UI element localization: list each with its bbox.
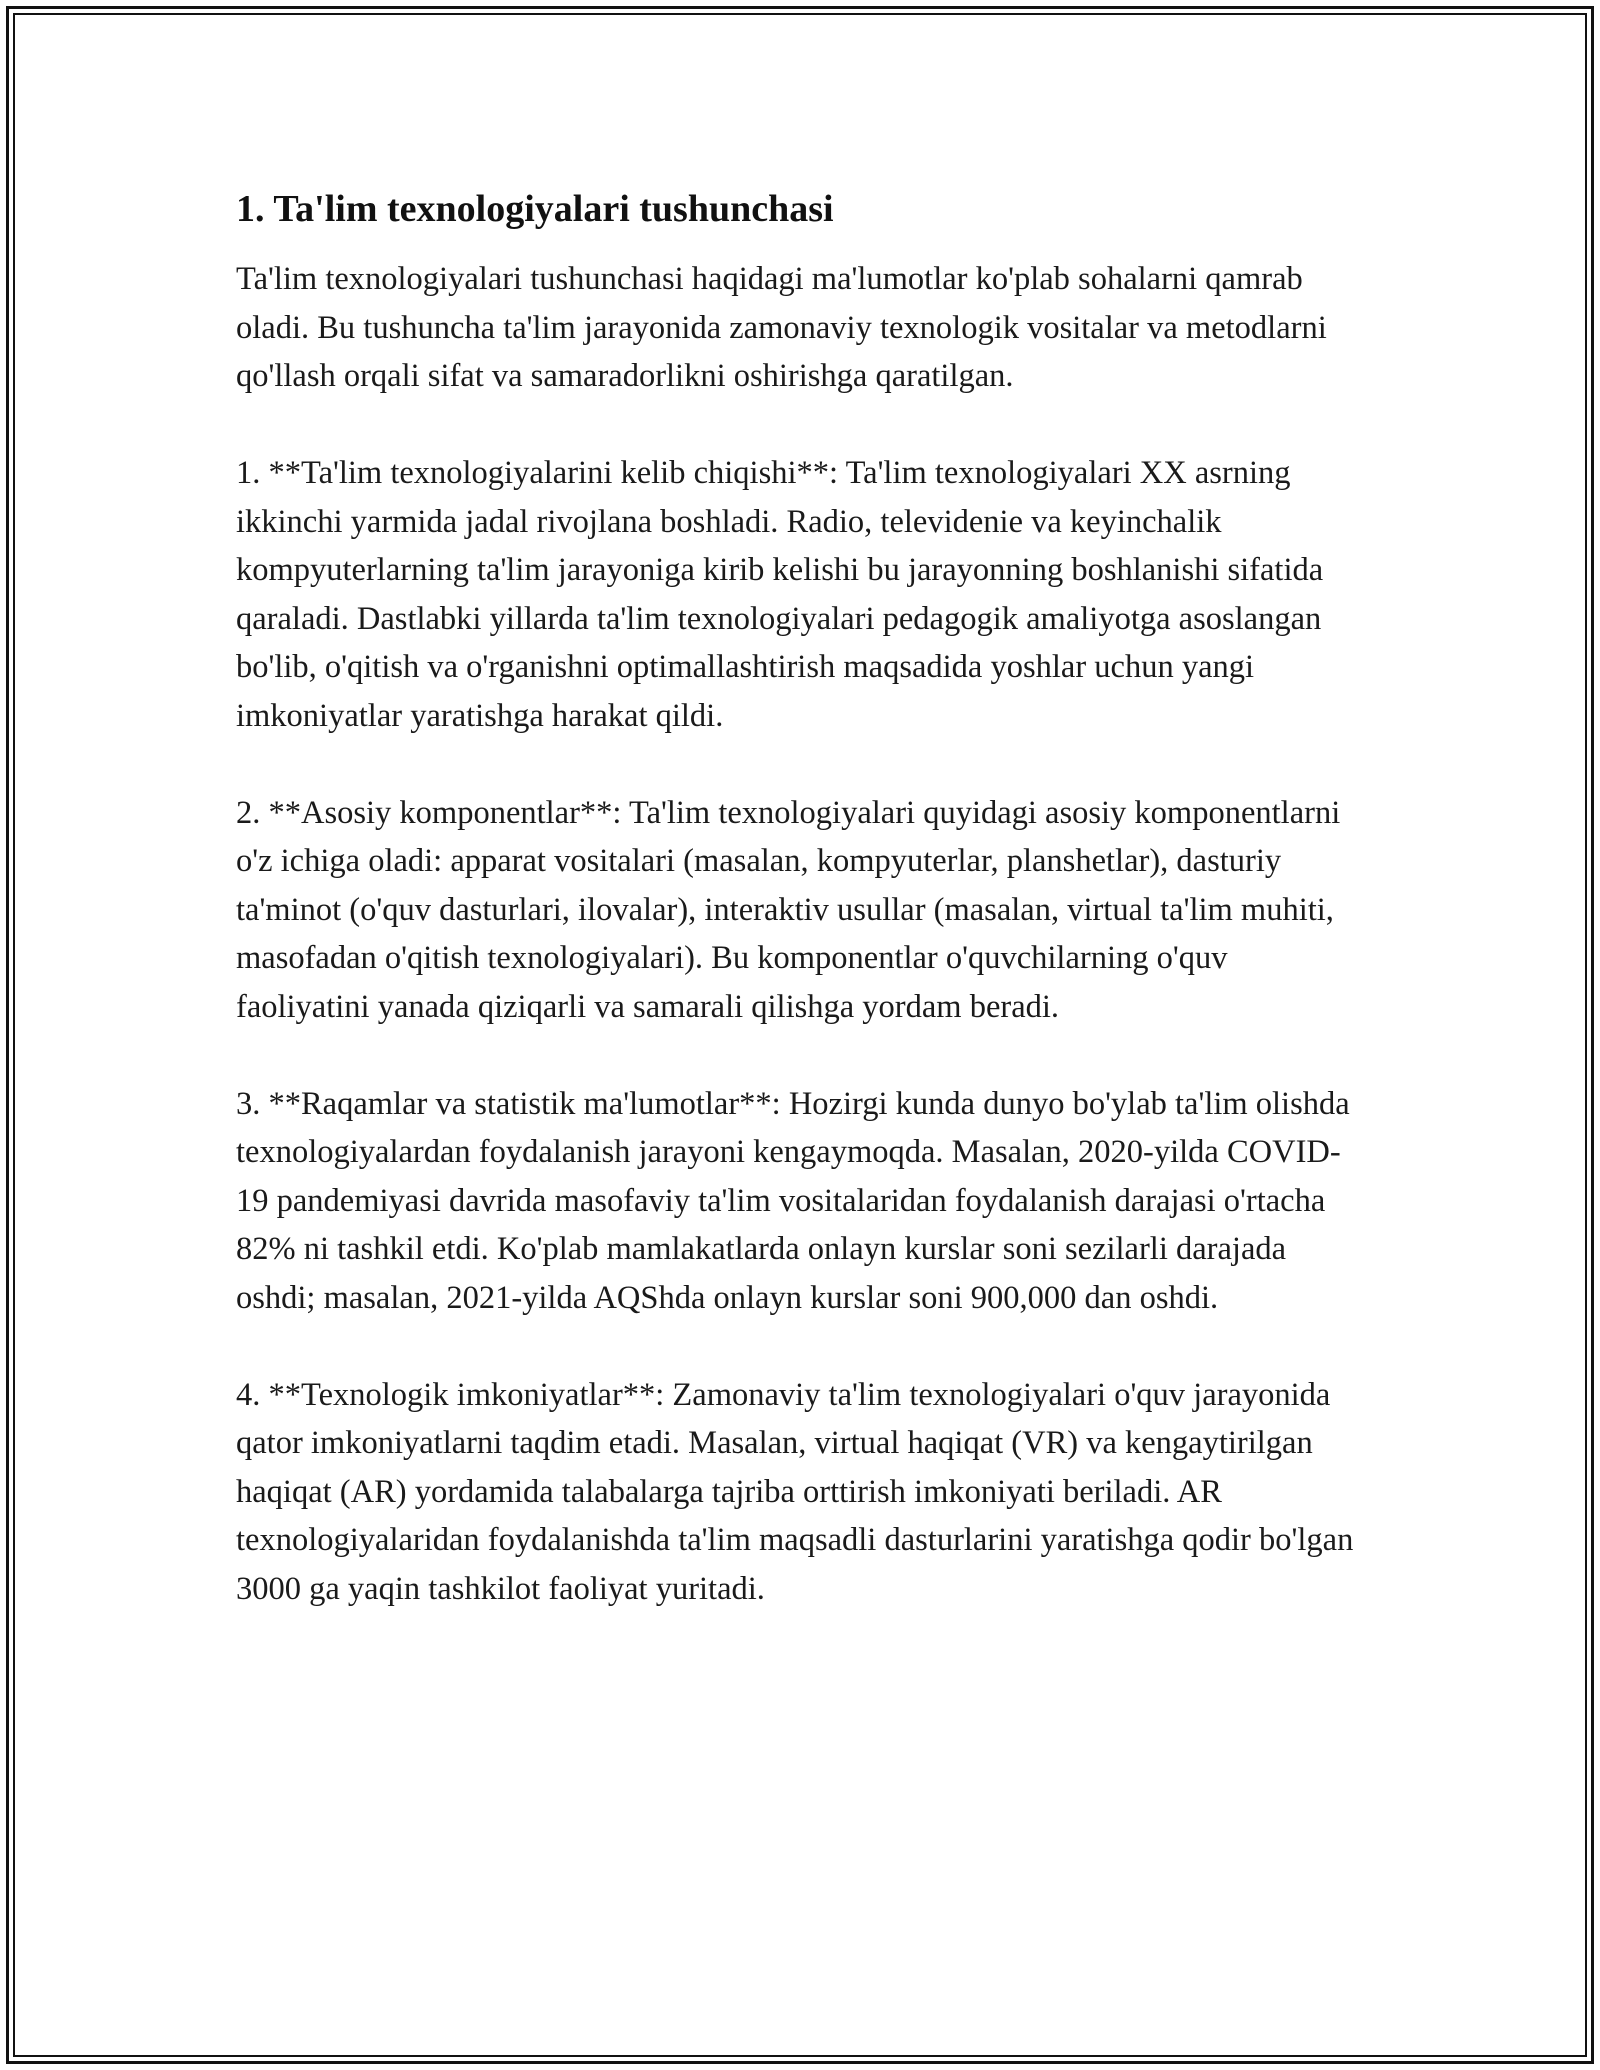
paragraph-statistics: 3. **Raqamlar va statistik ma'lumotlar**: Hozirgi kunda dunyo bo'ylab ta'lim olishda texnologiyalardan foydalanish jarayoni kengaymoqda. Masalan, 2020-yilda COVID-19 pandemiyasi davrida masofaviy ta'lim vositalaridan foydalanish darajasi o'rtacha 82% ni tashkil etdi. Ko'plab mamlakatlarda onlayn kurslar soni sezilarli darajada oshdi; masalan, 2021-yilda AQShda onlayn kurslar soni 900,000 dan oshdi. — [236, 1085, 1350, 1316]
paragraph-origins: 1. **Ta'lim texnologiyalarini kelib chiqishi**: Ta'lim texnologiyalari XX asrning ikkinchi yarmida jadal rivojlana boshladi. Radio, televidenie va keyinchalik kompyuterlarning ta'lim jarayoniga kirib kelishi bu jarayonning boshlanishi sifatida qaraladi. Dastlabki yillarda ta'lim texnologiyalari pedagogik amaliyotga asoslangan bo'lib, o'qitish va o'rganishni optimallashtirish maqsadida yoshlar uchun yangi imkoniyatlar yaratishga harakat qildi. — [236, 455, 1324, 734]
intro-paragraph: Ta'lim texnologiyalari tushunchasi haqidagi ma'lumotlar ko'plab sohalarni qamrab oladi. Bu tushuncha ta'lim jarayonida zamonaviy texnologik vositalar va metodlarni qo'llash orqali sifat va samaradorlikni oshirishga qaratilgan. — [236, 261, 1327, 394]
paragraph-capabilities: 4. **Texnologik imkoniyatlar**: Zamonaviy ta'lim texnologiyalari o'quv jarayonida qator imkoniyatlarni taqdim etadi. Masalan, virtual haqiqat (VR) va kengaytirilgan haqiqat (AR) yordamida talabalarga tajriba orttirish imkoniyati beriladi. AR texnologiyalaridan foydalanishda ta'lim maqsadli dasturlarini yaratishga qodir bo'lgan 3000 ga yaqin tashkilot faoliyat yuritadi. — [236, 1376, 1354, 1607]
paragraph-components: 2. **Asosiy komponentlar**: Ta'lim texnologiyalari quyidagi asosiy komponentlarni o'z ichiga oladi: apparat vositalari (masalan, kompyuterlar, planshetlar), dasturiy ta'minot (o'quv dasturlari, ilovalar), interaktiv usullar (masalan, virtual ta'lim muhiti, masofadan o'qitish texnologiyalari). Bu komponentlar o'quvchilarning o'quv faoliyatini yanada qiziqarli va samarali qilishga yordam beradi. — [236, 794, 1341, 1025]
document-body — [236, 185, 1366, 1613]
page-title: 1. Ta'lim texnologiyalari tushunchasi — [236, 188, 834, 230]
